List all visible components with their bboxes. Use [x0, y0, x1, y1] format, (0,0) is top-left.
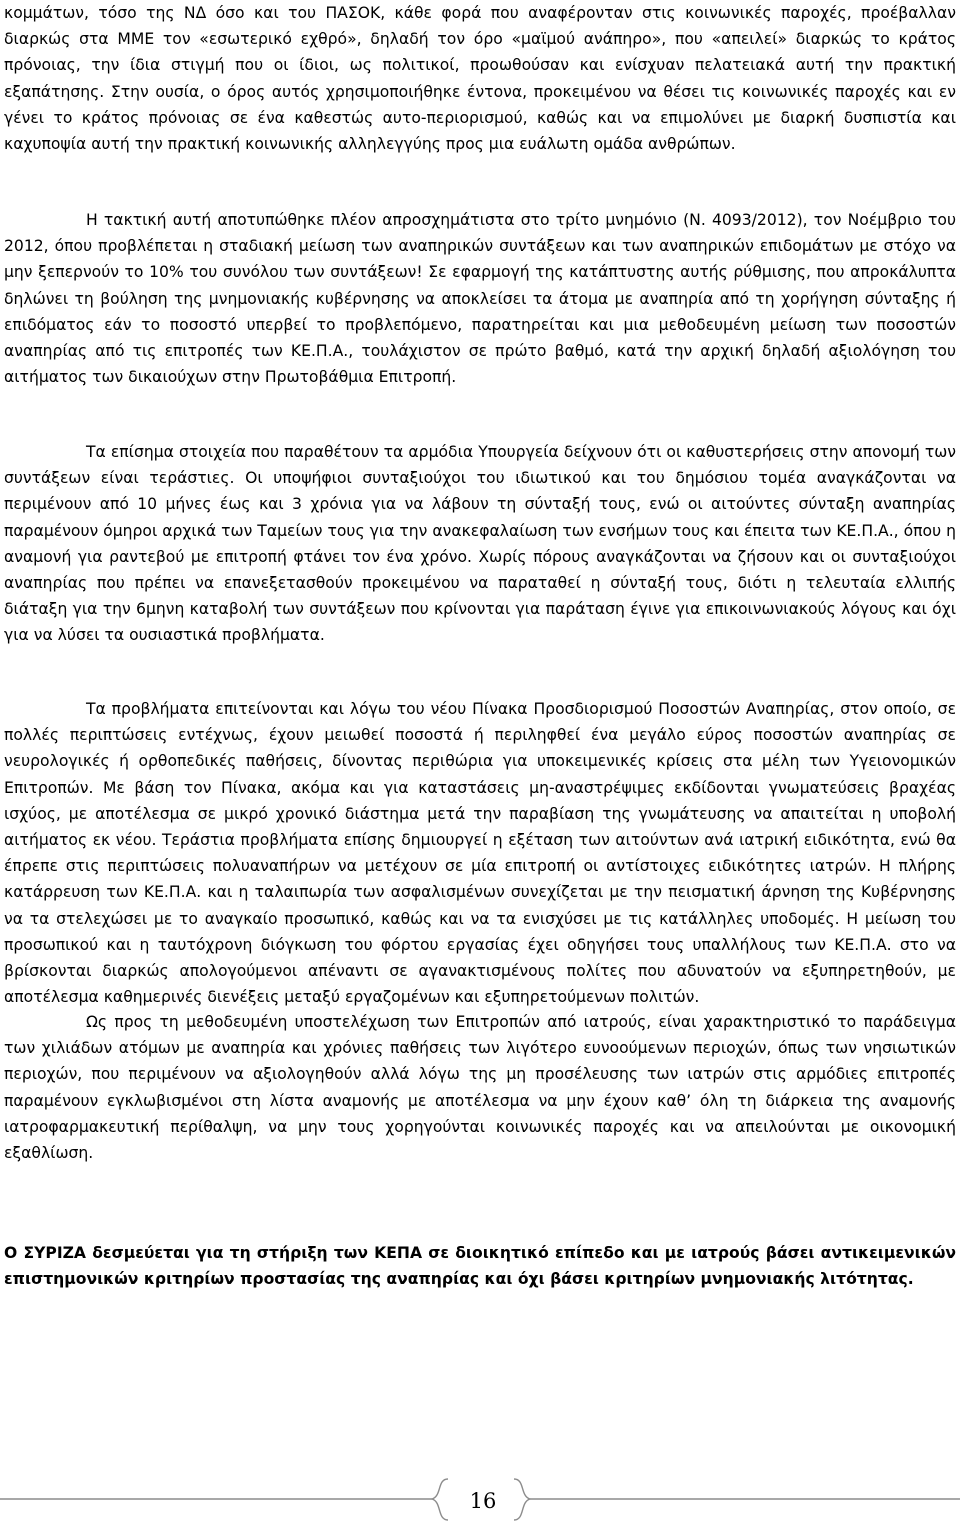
paragraph-4: Τα προβλήματα επιτείνονται και λόγω του νέου Πίνακα Προσδιορισμού Ποσοστών Αναπηρίας, στον οποίο, σε πολλές περιπτώσεις εντέχνως, έχουν μειωθεί ποσοστά ή περιληφθεί ένα μεγάλο εύρος ποσοστών αναπηρίας σε νευρολογικές ή ορθοπεδικές παθήσεις, δίνοντας περιθώρια για υποκειμενικές κρίσεις στα μέλη των Υγειονομικών Επιτροπών. Με βάση τον Πίνακα, ακόμα και για καταστάσεις μη-αναστρέψιμες εκδίδονται γνωματεύσεις βραχέας ισχύος, με αποτέλεσμα σε μικρό χρονικό διάστημα μετά την παραβίαση της γνωμάτευσης να απαιτείται η υποβολή αιτήματος εκ νέου. Τεράστια προβλήματα επίσης δημιουργεί η εξέταση των αιτούντων ανά ιατρική ειδικότητα, ενώ θα έπρεπε στις περιπτώσεις πολυαναπήρων να μετέχουν σε μία επιτροπή οι αντίστοιχες ειδικότητες ιατρών. Η πλήρης κατάρρευση των ΚΕ.Π.Α. και η ταλαιπωρία των ασφαλισμένων συνεχίζεται με την πεισματική άρνηση της Κυβέρνησης να τα στελεχώσει με το αναγκαίο προσωπικό, καθώς και να τα ενισχύσει με τις κατάλληλες υποδομές. Η μείωση του προσωπικού και η ταυτόχρονη διόγκωση του φόρτου εργασίας έχει οδηγήσει τους υπαλλήλους των ΚΕ.Π.Α. στο να βρίσκονται διαρκώς απολογούμενοι απέναντι σε αγανακτισμένους πολίτες που αδυνατούν να εξυπηρετηθούν, με αποτέλεσμα καθημερινές διενέξεις μεταξύ εργαζομένων και εξυπηρετούμενων πολιτών.	[4, 700, 956, 1007]
paragraph-5: Ως προς τη μεθοδευμένη υποστελέχωση των Επιτροπών από ιατρούς, είναι χαρακτηριστικό το παράδειγμα των χιλιάδων ατόμων με αναπηρία και χρόνιες παθήσεις των λιγότερο ευνοούμενων περιοχών, όπως των νησιωτικών περιοχών, που περιμένουν να αξιολογηθούν αλλά λόγω της μη προσέλευσης των ιατρών στις αρμόδιες επιτροπές παραμένουν εγκλωβισμένοι στη λίστα αναμονής με αποτέλεσμα να μην έχουν καθ’ όλη τη διάρκεια της αναμονής ιατροφαρμακευτική περίθαλψη, να μην τους χορηγούνται κοινωνικές παροχές και να απειλούνται με οικονομική εξαθλίωση.	[4, 1013, 956, 1163]
paragraph-3: Τα επίσημα στοιχεία που παραθέτουν τα αρμόδια Υπουργεία δείχνουν ότι οι καθυστερήσεις στην απονομή των συντάξεων είναι τεράστιες. Οι υποψήφιοι συνταξιούχοι του ιδιωτικού και του δημόσιου τομέα αναγκάζονται να περιμένουν από 10 μήνες έως και 3 χρόνια για να λάβουν τη σύνταξή τους, ενώ οι αιτούντες σύνταξη αναπηρίας παραμένουν όμηροι αρχικά των Ταμείων τους για την ανακεφαλαίωση των ενσήμων τους και έπειτα των ΚΕ.Π.Α., όπου η αναμονή για ραντεβού με επιτροπή φτάνει τον ένα χρόνο. Χωρίς πόρους αναγκάζονται να ζήσουν και οι συνταξιούχοι αναπηρίας που πρέπει να επανεξετασθούν προκειμένου να παραταθεί η σύνταξή τους, διότι η τελευταία ελλιπής διάταξη για την 6μηνη καταβολή των συντάξεων που κρίνονται για παράταση έγινε για επικοινωνιακούς λόγους και όχι για να λύσει τα ουσιαστικά προβλήματα.	[4, 443, 956, 645]
closing-statement: Ο ΣΥΡΙΖΑ δεσμεύεται για τη στήριξη των ΚΕΠΑ σε διοικητικό επίπεδο και με ιατρούς βάσει αντικειμενικών επιστημονικών κριτηρίων προστασίας της αναπηρίας και όχι βάσει κριτηρίων μνημονιακής λιτότητας.	[4, 1244, 956, 1289]
page-number: 16	[469, 1489, 497, 1513]
paragraph-2: Η τακτική αυτή αποτυπώθηκε πλέον απροσχημάτιστα στο τρίτο μνημόνιο (Ν. 4093/2012), τον Νοέμβριο του 2012, όπου προβλέπεται η σταδιακή μείωση των αναπηρικών συντάξεων και των αναπηρικών επιδομάτων με στόχο να μην ξεπερνούν το 10% του συνόλου των συντάξεων! Σε εφαρμογή της κατάπτυστης αυτής ρύθμισης, που απροκάλυπτα δηλώνει τη βούληση της μνημονιακής κυβέρνησης να αποκλείσει τα άτομα με αναπηρία από τη χορήγηση σύνταξης ή επιδόματος εάν το ποσοστό υπερβεί το προβλεπόμενο, παρατηρείται και μια μεθοδευμένη μείωση των ποσοστών αναπηρίας από τις επιτροπές των ΚΕ.Π.Α., τουλάχιστον σε πρώτο βαθμό, κατά την αρχική δηλαδή αξιολόγηση του αιτήματος των δικαιούχων στην Πρωτοβάθμια Επιτροπή.	[4, 211, 956, 387]
paragraph-1: κομμάτων, τόσο της ΝΔ όσο και του ΠΑΣΟΚ, κάθε φορά που αναφέρονταν στις κοινωνικές παροχές, προέβαλλαν διαρκώς στα ΜΜΕ τον «εσωτερικό εχθρό», δηλαδή τον όρο «μαϊμού ανάπηρο», που «απειλεί» διαρκώς το κράτος πρόνοιας, την ίδια στιγμή που οι ίδιοι, ως πολιτικοί, προωθούσαν και ενίσχυαν πελατειακά αυτή την πρακτική εξαπάτησης. Στην ουσία, ο όρος αυτός χρησιμοποιήθηκε έντονα, προκειμένου να θέσει τις κοινωνικές παροχές και εν γένει το κράτος πρόνοιας σε ένα καθεστώς αυτο-περιορισμού, καθώς και να επιμολύνει με διαρκή δυσπιστία και καχυποψία αυτή την πρακτική κοινωνικής αλληλεγγύης προς μια ευάλωτη ομάδα ανθρώπων.	[4, 4, 956, 154]
page-footer	[0, 1476, 960, 1524]
